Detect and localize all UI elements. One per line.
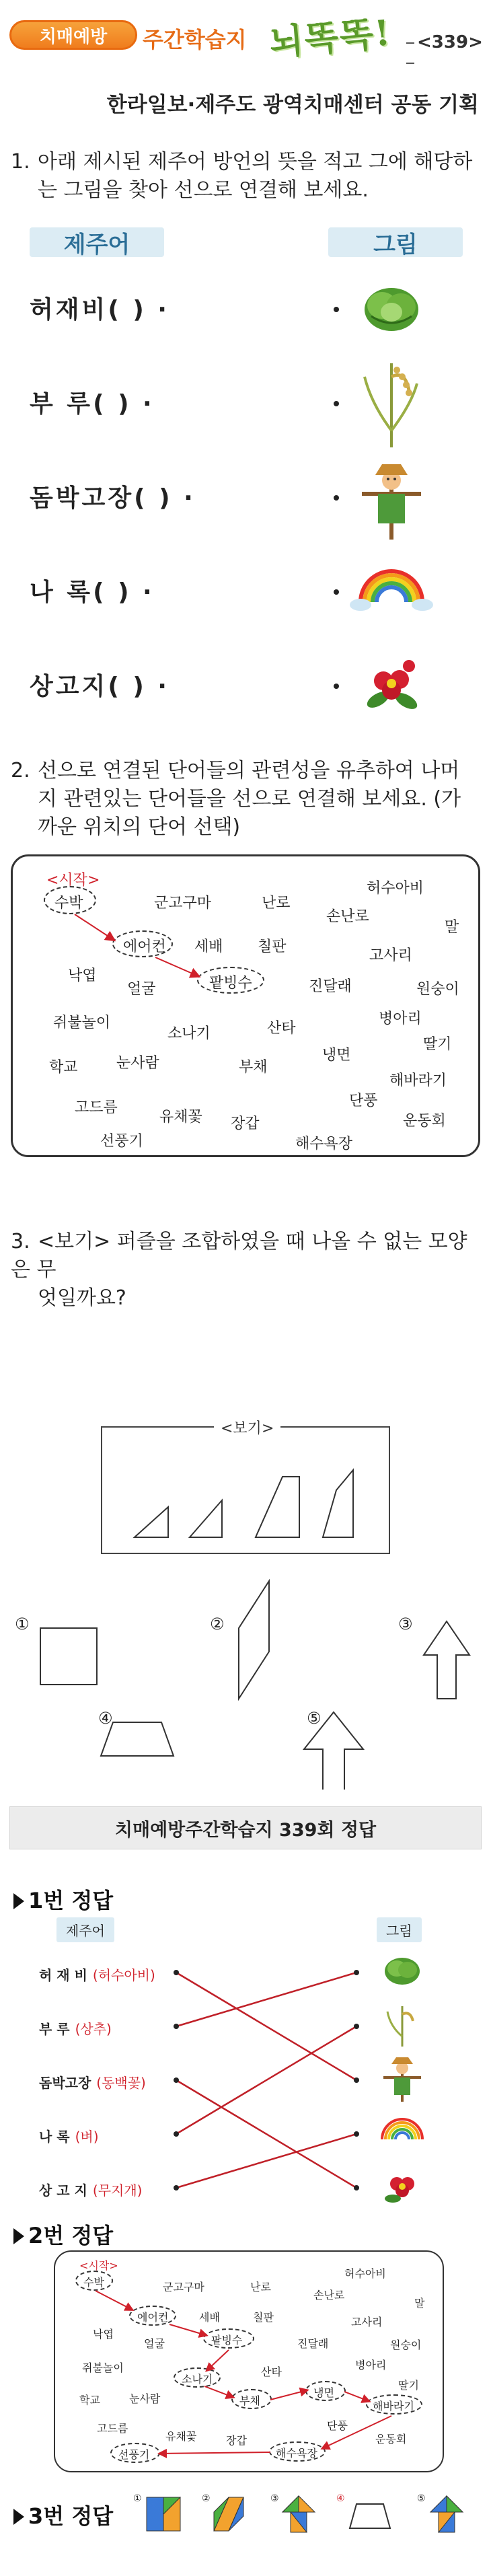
word[interactable]: 딸기 bbox=[423, 1036, 452, 1053]
answer-word: 단풍 bbox=[327, 2419, 348, 2432]
q1-word-row-1: 허재비( ) · bbox=[30, 296, 169, 324]
word[interactable]: 병아리 bbox=[379, 1010, 422, 1027]
word[interactable]: 부채 bbox=[239, 1059, 268, 1076]
word[interactable]: 산타 bbox=[267, 1020, 296, 1037]
answer-word: 손난로 bbox=[313, 2289, 345, 2302]
answer-word: 학교 bbox=[79, 2394, 100, 2406]
answer-word: 고사리 bbox=[351, 2316, 383, 2328]
word[interactable]: 수박 bbox=[54, 895, 83, 912]
word[interactable]: 원숭이 bbox=[416, 981, 459, 998]
q1-word-row-2: 부 루( ) · bbox=[30, 390, 155, 418]
answer-row: 상 고 지 (무지개) bbox=[39, 2182, 143, 2199]
word[interactable]: 단풍 bbox=[349, 1093, 378, 1109]
word[interactable]: 선풍기 bbox=[100, 1133, 143, 1150]
word[interactable]: 고사리 bbox=[369, 947, 412, 964]
answer-word: 유채꽃 bbox=[165, 2430, 197, 2443]
option-5-number[interactable]: ⑤ bbox=[307, 1709, 322, 1728]
answer-word: 세배 bbox=[199, 2311, 220, 2324]
answer-word: 수박 bbox=[83, 2276, 104, 2289]
option-1-number[interactable]: ① bbox=[15, 1615, 30, 1633]
brand-logo: 뇌똑똑! bbox=[268, 12, 393, 64]
answer-word: 장갑 bbox=[226, 2434, 247, 2447]
answer-word: 병아리 bbox=[355, 2359, 387, 2371]
answer-word: 냉면 bbox=[313, 2386, 334, 2399]
word[interactable]: 칠판 bbox=[258, 939, 287, 955]
q1-word-row-5: 상고지( ) · bbox=[30, 673, 169, 700]
answer-word: 말 bbox=[414, 2297, 425, 2310]
answer-row: 허 재 비 (허수아비) bbox=[39, 1967, 155, 1983]
answer-3-option-5 bbox=[430, 2496, 463, 2532]
example-title: <보기> bbox=[214, 1417, 280, 1438]
publisher-line: 한라일보·제주도 광역치매센터 공동 기획 bbox=[106, 93, 479, 117]
answer-word: 해수욕장 bbox=[276, 2447, 317, 2460]
word[interactable]: 해바라기 bbox=[389, 1072, 447, 1089]
word[interactable]: 세배 bbox=[194, 939, 223, 955]
answer-word: 팥빙수 bbox=[211, 2334, 243, 2347]
word[interactable]: 눈사람 bbox=[116, 1055, 159, 1072]
word[interactable]: 팥빙수 bbox=[209, 975, 252, 992]
word[interactable]: 낙엽 bbox=[68, 967, 97, 984]
answer-3-num-1: ① bbox=[133, 2493, 142, 2504]
word[interactable]: 말 bbox=[445, 919, 459, 936]
question-3: 3. <보기> 퍼즐을 조합하였을 때 나올 수 없는 모양은 무 엇일까요? bbox=[11, 1230, 467, 1310]
answer-word: 군고구마 bbox=[163, 2281, 204, 2293]
answer-start-label: <시작> bbox=[79, 2259, 118, 2272]
question-1: 1. 아래 제시된 제주어 방언의 뜻을 적고 그에 해당하 는 그림을 찾아 선으로 연결해 보세요. bbox=[11, 150, 473, 202]
option-2-number[interactable]: ② bbox=[210, 1615, 225, 1633]
start-label: <시작> bbox=[46, 872, 100, 889]
word[interactable]: 해수욕장 bbox=[295, 1136, 353, 1152]
answer-word: 난로 bbox=[250, 2281, 271, 2293]
answer-3-num-2: ② bbox=[202, 2493, 211, 2504]
word[interactable]: 에어컨 bbox=[123, 939, 166, 955]
answer-word: 산타 bbox=[261, 2365, 282, 2378]
answer-word: 에어컨 bbox=[137, 2311, 169, 2324]
column-header-picture: 그림 bbox=[328, 227, 463, 257]
option-3-number[interactable]: ③ bbox=[398, 1615, 413, 1633]
answer-3-num-4: ④ bbox=[336, 2493, 345, 2504]
answer-col-jeju: 제주어 bbox=[56, 1917, 114, 1942]
answer-word: 진달래 bbox=[297, 2337, 329, 2350]
answer-3-option-4 bbox=[350, 2504, 390, 2528]
answer-word: 허수아비 bbox=[344, 2267, 386, 2280]
answer-col-picture: 그림 bbox=[377, 1917, 422, 1942]
answer-word: 낙엽 bbox=[93, 2328, 114, 2341]
word[interactable]: 학교 bbox=[49, 1059, 78, 1076]
subtitle: 주간학습지 bbox=[143, 27, 247, 52]
column-header-jeju: 제주어 bbox=[30, 227, 164, 257]
answer-3-option-1 bbox=[147, 2497, 180, 2531]
answer-3-num-3: ③ bbox=[270, 2493, 279, 2504]
q1-word-row-3: 돔박고장( ) · bbox=[30, 484, 196, 512]
answer-row: 돔박고장 (동백꽃) bbox=[39, 2075, 146, 2091]
question-2: 2. 선으로 연결된 단어들의 관련성을 유추하여 나머 지 관련있는 단어들을 선으로 연결해 보세요. (가 까운 위치의 단어 선택) bbox=[11, 759, 461, 839]
answer-word: 고드름 bbox=[97, 2422, 128, 2435]
answer-word: 해바라기 bbox=[373, 2400, 414, 2413]
answer-1-heading: 1번 정답 bbox=[13, 1884, 113, 1915]
word[interactable]: 장갑 bbox=[231, 1115, 260, 1132]
answer-3-heading: 3번 정답 bbox=[13, 2499, 113, 2530]
q1-word-row-4: 나 록( ) · bbox=[30, 579, 155, 606]
badge: 치매예방 bbox=[9, 20, 137, 50]
word[interactable]: 난로 bbox=[262, 895, 291, 912]
answer-2-heading: 2번 정답 bbox=[13, 2219, 113, 2250]
answer-3-option-3 bbox=[282, 2496, 315, 2532]
word[interactable]: 냉면 bbox=[322, 1047, 351, 1064]
answer-row: 나 록 (벼) bbox=[39, 2129, 99, 2145]
word[interactable]: 쥐불놀이 bbox=[53, 1015, 111, 1031]
answer-word: 선풍기 bbox=[118, 2448, 150, 2461]
word[interactable]: 운동회 bbox=[403, 1113, 446, 1130]
answer-word: 얼굴 bbox=[144, 2337, 165, 2350]
word[interactable]: 고드름 bbox=[75, 1099, 118, 1116]
answer-row: 부 루 (상추) bbox=[39, 2021, 112, 2037]
answer-banner: 치매예방주간학습지 339회 정답 bbox=[9, 1806, 482, 1849]
word[interactable]: 유채꽃 bbox=[159, 1109, 202, 1126]
answer-word: 쥐불놀이 bbox=[82, 2361, 124, 2374]
word[interactable]: 허수아비 bbox=[367, 880, 424, 897]
word[interactable]: 소나기 bbox=[167, 1025, 211, 1042]
word[interactable]: 얼굴 bbox=[127, 981, 156, 998]
answer-word: 운동회 bbox=[375, 2433, 407, 2445]
answer-3-option-2 bbox=[214, 2497, 243, 2531]
word[interactable]: 손난로 bbox=[326, 908, 369, 925]
answer-word: 부채 bbox=[239, 2394, 260, 2407]
option-4-number[interactable]: ④ bbox=[98, 1709, 113, 1728]
answer-word: 칠판 bbox=[253, 2311, 274, 2324]
word[interactable]: 진달래 bbox=[309, 978, 352, 995]
issue-number: <339> bbox=[404, 32, 491, 73]
answer-word: 눈사람 bbox=[129, 2392, 161, 2405]
answer-word: 원숭이 bbox=[390, 2339, 422, 2351]
answer-word: 딸기 bbox=[398, 2379, 419, 2392]
answer-3-num-5: ⑤ bbox=[417, 2493, 426, 2504]
word[interactable]: 군고구마 bbox=[154, 895, 212, 912]
answer-word: 소나기 bbox=[182, 2373, 213, 2386]
